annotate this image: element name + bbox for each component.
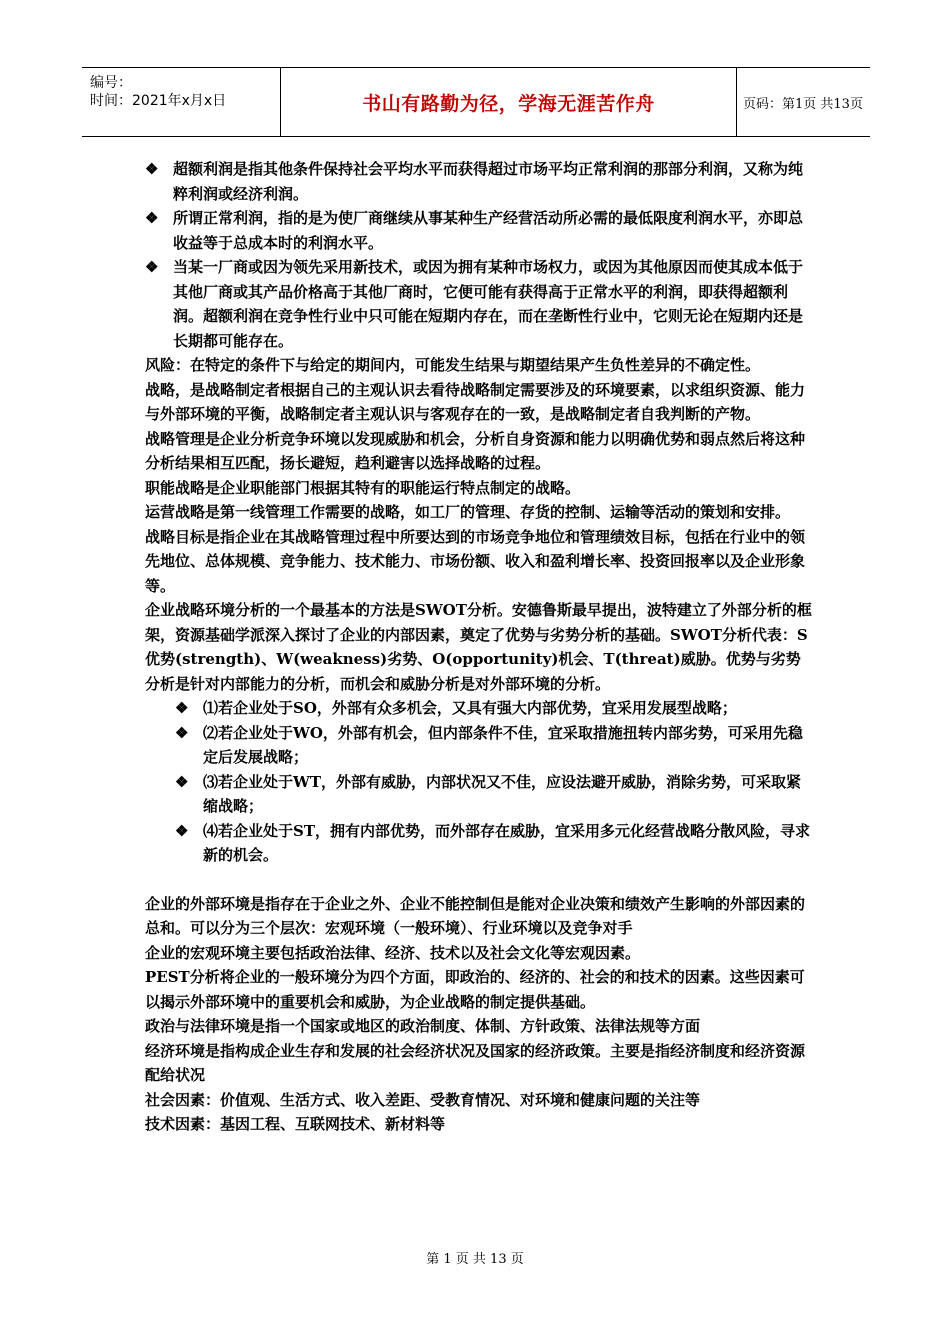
list-item-text: ⑴若企业处于SO，外部有众多机会，又具有强大内部优势，宜采用发展型战略； <box>203 699 737 717</box>
paragraph-social: 社会因素：价值观、生活方式、收入差距、受教育情况、对环境和健康问题的关注等 <box>145 1090 701 1109</box>
list-item <box>145 206 815 255</box>
list-item <box>145 770 815 819</box>
time-label: 时间：2021年x月x日 <box>90 93 227 109</box>
list-item <box>145 721 815 770</box>
diamond-bullet-icon: ❖ <box>175 699 189 717</box>
paragraph-strategy: 战略，是战略制定者根据自己的主观认识去看待战略制定需要涉及的环境要素，以求组织资源、能力与外部环境的平衡，战略制定者主观认识与客观存在的一致，是战略制定者自我判断的产物。 <box>145 380 806 423</box>
list-item <box>145 157 815 206</box>
header-right-cell <box>737 68 870 136</box>
paragraph-functional-strategy: 职能战略是企业职能部门根据其特有的职能运行特点制定的战略。 <box>145 478 581 497</box>
paragraph-pest: PEST分析将企业的一般环境分为四个方面，即政治的、经济的、社会的和技术的因素。这些因素可以揭示外部环境中的重要机会和威胁，为企业战略的制定提供基础。 <box>145 968 805 1011</box>
paragraph-political-legal: 政治与法律环境是指一个国家或地区的政治制度、体制、方针政策、法律法规等方面 <box>145 1017 701 1035</box>
diamond-bullet-icon: ❖ <box>145 160 159 178</box>
diamond-bullet-icon: ❖ <box>145 209 159 227</box>
list-item <box>145 255 815 353</box>
paragraph-strategic-management: 战略管理是企业分析竞争环境以发现威胁和机会，分析自身资源和能力以明确优势和弱点然后将这种分析结果相互匹配，扬长避短，趋利避害以选择战略的过程。 <box>145 429 806 472</box>
diamond-bullet-icon: ❖ <box>175 723 189 742</box>
page-footer: 第 1 页 共 13 页 <box>426 1252 524 1267</box>
diamond-bullet-icon: ❖ <box>145 258 159 276</box>
header-motto-cell <box>281 68 737 136</box>
number-label: 编号： <box>90 75 132 91</box>
spacer <box>145 868 815 892</box>
page-header <box>82 67 870 137</box>
list-item-text: 超额利润是指其他条件保持社会平均水平而获得超过市场平均正常利润的那部分利润，又称为纯粹利润或经济利润。 <box>173 160 804 203</box>
list-item-text: ⑷若企业处于ST，拥有内部优势，而外部存在威胁，宜采用多元化经营战略分散风险，寻求新的机会。 <box>203 821 810 864</box>
diamond-bullet-icon: ❖ <box>175 772 189 791</box>
paragraph-technology: 技术因素：基因工程、互联网技术、新材料等 <box>145 1115 446 1133</box>
header-left-cell <box>82 68 281 136</box>
page-info: 页码：第1页 共13页 <box>743 96 863 112</box>
list-item-text: ⑶若企业处于WT，外部有威胁，内部状况又不佳，应设法避开威胁，消除劣势，可采取紧缩战略； <box>203 772 802 815</box>
list-item-text: 所谓正常利润，指的是为使厂商继续从事某种生产经营活动所必需的最低限度利润水平，亦即总收益等于总成本时的利润水平。 <box>173 209 804 252</box>
paragraph-external-environment: 企业的外部环境是指存在于企业之外、企业不能控制但是能对企业决策和绩效产生影响的外部因素的总和。可以分为三个层次：宏观环境（一般环境）、行业环境以及竞争对手 <box>145 894 806 937</box>
list-item <box>145 696 815 721</box>
motto-text: 书山有路勤为径，学海无涯苦作舟 <box>362 92 655 115</box>
diamond-bullet-icon: ❖ <box>175 821 189 840</box>
paragraph-risk: 风险：在特定的条件下与给定的期间内，可能发生结果与期望结果产生负性差异的不确定性。 <box>145 356 761 374</box>
paragraph-operational-strategy: 运营战略是第一线管理工作需要的战略，如工厂的管理、存货的控制、运输等活动的策划和安排。 <box>145 503 791 521</box>
list-item <box>145 819 815 868</box>
list-item-text: ⑵若企业处于WO，外部有机会，但内部条件不佳，宜采取措施扭转内部劣势，可采用先稳定后发展战略； <box>203 723 803 766</box>
list-item-text: 当某一厂商或因为领先采用新技术，或因为拥有某种市场权力，或因为其他原因而使其成本低于其他厂商或其产品价格高于其他厂商时，它便可能有获得高于正常水平的利润，即获得超额利润。超额利润在竞争性行业中只可能在短期内存在，而在垄断性行业中，它则无论在短期内还是长期都可能存在。 <box>173 258 804 350</box>
paragraph-swot: 企业战略环境分析的一个最基本的方法是SWOT分析。安德鲁斯最早提出，波特建立了外部分析的框架，资源基础学派深入探讨了企业的内部因素，奠定了优势与劣势分析的基础。SWOT分析代表：S优势(strength)、W(weakness)劣势、O(opportunity)机会、T(threat)威胁。优势与劣势分析是针对内部能力的分析，而机会和威胁分析是对外部环境的分析。 <box>145 601 812 693</box>
paragraph-economic: 经济环境是指构成企业生存和发展的社会经济状况及国家的经济政策。主要是指经济制度和经济资源配给状况 <box>145 1041 806 1084</box>
paragraph-macro-environment: 企业的宏观环境主要包括政治法律、经济、技术以及社会文化等宏观因素。 <box>145 943 641 962</box>
document-body <box>145 157 815 1137</box>
paragraph-strategic-goal: 战略目标是指企业在其战略管理过程中所要达到的市场竞争地位和管理绩效目标，包括在行业中的领先地位、总体规模、竞争能力、技术能力、市场份额、收入和盈利增长率、投资回报率以及企业形象等。 <box>145 527 806 595</box>
